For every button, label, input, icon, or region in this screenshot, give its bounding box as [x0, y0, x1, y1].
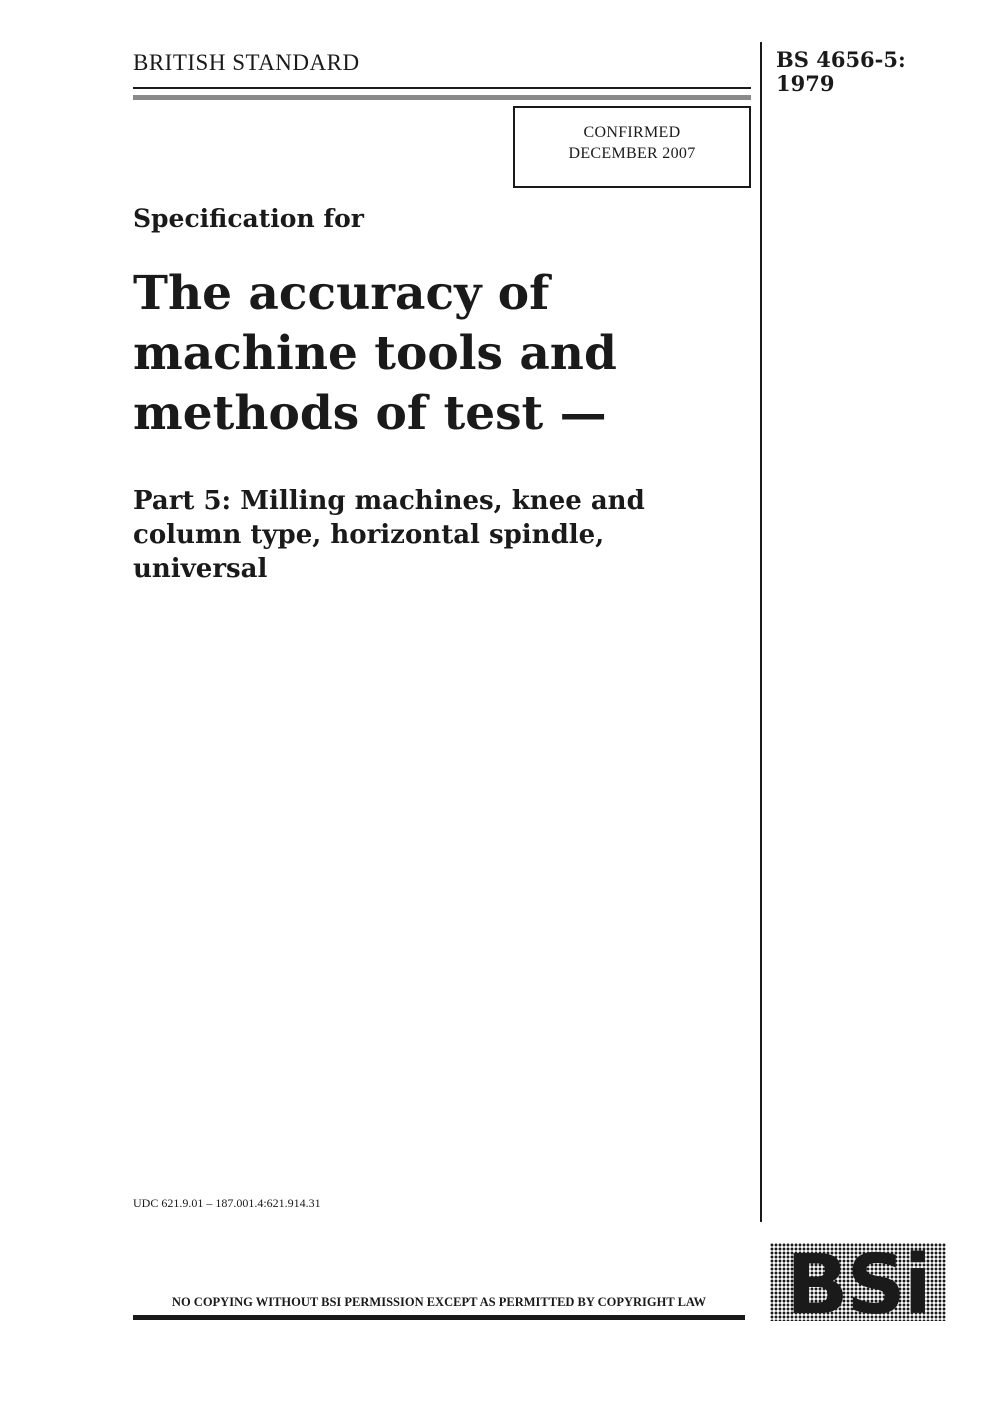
copyright-notice: NO COPYING WITHOUT BSI PERMISSION EXCEPT AS PERMITTED BY COPYRIGHT LAW: [171, 1295, 707, 1309]
header-rule: [133, 87, 751, 89]
confirmation-box: [513, 106, 751, 188]
part-title: [133, 484, 733, 586]
standard-number-year: 1979: [776, 71, 835, 96]
bsi-logo-lettering: BSi: [786, 1243, 930, 1321]
part-title-line: column type, horizontal spindle,: [133, 520, 605, 550]
main-title-line: The accuracy of: [133, 266, 550, 321]
vertical-divider: [760, 42, 762, 1222]
standard-number-code: BS 4656-5:: [776, 47, 906, 72]
document-series-label: BRITISH STANDARD: [133, 50, 360, 75]
main-title: [133, 264, 733, 444]
part-title-line: Part 5: Milling machines, knee and: [133, 486, 645, 516]
standard-number: [776, 48, 906, 96]
bsi-logo: [770, 1243, 946, 1321]
confirmation-status: CONFIRMED: [583, 124, 681, 141]
main-title-line: machine tools and: [133, 326, 617, 381]
confirmation-date: DECEMBER 2007: [568, 145, 696, 162]
title-intro: Specification for: [133, 204, 364, 233]
header-grey-rule: [133, 95, 751, 100]
main-title-line: methods of test —: [133, 386, 607, 441]
footer-rule: [133, 1315, 745, 1320]
part-title-line: universal: [133, 554, 268, 584]
udc-classification: UDC 621.9.01 – 187.001.4:621.914.31: [133, 1196, 321, 1210]
